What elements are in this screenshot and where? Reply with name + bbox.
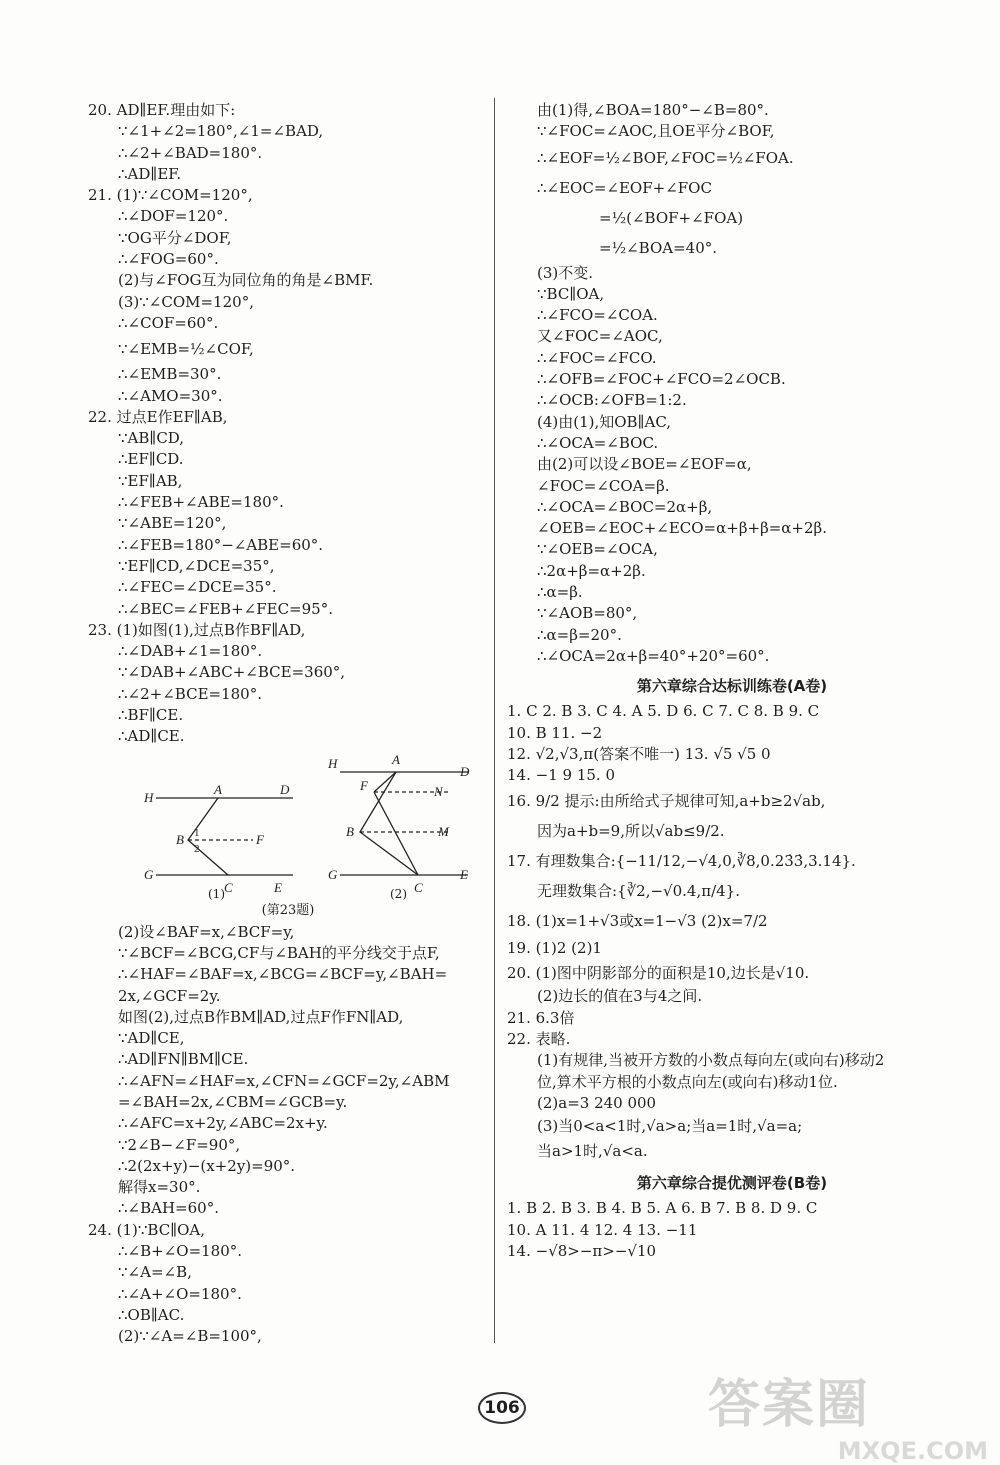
answer-line: ∴∠COF=60°.	[118, 313, 219, 332]
fig1-label-1: 1	[194, 826, 200, 839]
answer-line: ∴2(2x+y)−(x+2y)=90°.	[118, 1156, 296, 1175]
answer-line: 当a>1时,√a<a.	[537, 1142, 648, 1161]
answer-line: ∴α=β=20°.	[537, 625, 622, 644]
section-title-a: 第六章综合达标训练卷(A卷)	[636, 677, 828, 696]
answer-line: 1. C 2. B 3. C 4. A 5. D 6. C 7. C 8. B 9. C	[507, 702, 820, 721]
fig1-label-g: G	[144, 866, 154, 882]
answer-line: ∵∠ABE=120°,	[118, 514, 227, 533]
answer-line: (3)不变.	[537, 263, 594, 282]
figure-caption: (第23题)	[261, 902, 315, 918]
answer-line: ∴AD∥CE.	[118, 727, 185, 746]
answer-line: 位,算术平方根的小数点向左(或向右)移动1位.	[537, 1072, 838, 1091]
answer-line: 因为a+b=9,所以√ab≤9/2.	[537, 822, 725, 841]
answer-line: ∴∠FEC=∠DCE=35°.	[118, 578, 277, 597]
answer-line: 12. √2,√3,π(答案不唯一) 13. √5 √5 0	[507, 744, 771, 763]
answer-line: 10. B 11. −2	[507, 723, 603, 742]
figure-23-diagram	[128, 750, 488, 900]
answer-line: 23. (1)如图(1),过点B作BF∥AD,	[88, 620, 306, 639]
answer-line: ∴∠FCO=∠COA.	[537, 306, 658, 325]
answer-line: 21. 6.3倍	[507, 1008, 575, 1027]
answer-line: 如图(2),过点B作BM∥AD,过点F作FN∥AD,	[118, 1007, 404, 1026]
answer-line: ∴∠OCA=∠BOC.	[537, 433, 659, 452]
fig2-label-n: N	[434, 783, 443, 799]
answer-line: ∵∠A=∠B,	[118, 1263, 192, 1282]
fig1-label-d: D	[280, 781, 290, 797]
fig1-caption: (1)	[208, 886, 225, 900]
answer-line: ∴∠EOC=∠EOF+∠FOC	[537, 178, 712, 197]
answer-line: ∠FOC=∠COA=β.	[537, 476, 670, 495]
column-divider	[494, 98, 495, 1343]
answer-line: ∴∠BEC=∠FEB+∠FEC=95°.	[118, 599, 333, 618]
answer-line: ∴AD∥FN∥BM∥CE.	[118, 1050, 249, 1069]
answer-line: ∴∠DAB+∠1=180°.	[118, 642, 263, 661]
fig2-label-h: H	[328, 755, 338, 771]
answer-line: ∴∠2+∠BAD=180°.	[118, 143, 263, 162]
answer-line: ∴∠B+∠O=180°.	[118, 1242, 243, 1261]
answer-line: 又∠FOC=∠AOC,	[537, 327, 663, 346]
fig1-label-f: F	[256, 831, 264, 847]
answer-line: ∵2∠B−∠F=90°,	[118, 1135, 241, 1154]
answer-line: ∴∠EMB=30°.	[118, 365, 222, 384]
answer-line: 无理数集合:{∛2,−√0.4,π/4}.	[537, 882, 740, 901]
left-lines-2	[88, 922, 488, 1348]
answer-line: 19. (1)2 (2)1	[507, 939, 602, 958]
fig2-line-af	[374, 772, 396, 792]
answer-line: ∴∠FEB+∠ABE=180°.	[118, 493, 284, 512]
answer-line: ∵AD∥CE,	[118, 1029, 185, 1048]
page-number: 106	[478, 1392, 526, 1424]
answer-line: (2)∵∠A=∠B=100°,	[118, 1327, 262, 1346]
answer-line: (2)与∠FOG互为同位角的角是∠BMF.	[118, 271, 374, 290]
answer-line: 14. −1 9 15. 0	[507, 766, 615, 785]
fig1-label-c: C	[224, 879, 233, 895]
fig2-caption: (2)	[390, 886, 407, 900]
answer-line: ∴∠OCB:∠OFB=1:2.	[537, 391, 687, 410]
answer-line: (1)有规律,当被开方数的小数点每向左(或向右)移动2	[537, 1051, 885, 1070]
answer-line: 14. −√8>−π>−√10	[507, 1241, 657, 1260]
answer-line: ∴∠FEB=180°−∠ABE=60°.	[118, 535, 324, 554]
fig2-label-g: G	[328, 866, 338, 882]
answer-line: ∴∠EOF=½∠BOF,∠FOC=½∠FOA.	[537, 148, 794, 167]
answer-line: 17. 有理数集合:{−11/12,−√4,0,∛8,0.23̇3̇,3.14}.	[507, 852, 856, 871]
answer-line: 21. (1)∵∠COM=120°,	[88, 186, 253, 205]
watermark-url: MXQE.COM	[837, 1437, 988, 1465]
fig1-label-2: 2	[194, 842, 200, 855]
answer-line: (4)由(1),知OB∥AC,	[537, 412, 672, 431]
right-lines-a	[507, 701, 957, 1164]
answer-line: ∵BC∥OA,	[537, 284, 605, 303]
fig2-label-m: M	[438, 823, 449, 839]
answer-line: ∴BF∥CE.	[118, 706, 184, 725]
answer-line: 2x,∠GCF=2y.	[118, 986, 221, 1005]
answer-line: 22. 表略.	[507, 1030, 571, 1049]
answer-line: ∴AD∥EF.	[118, 164, 182, 183]
answer-line: ∴∠DOF=120°.	[118, 207, 229, 226]
answer-line: (3)当0<a<1时,√a>a;当a=1时,√a=a;	[537, 1117, 803, 1136]
left-lines	[88, 100, 488, 748]
answer-line: ∵OG平分∠DOF,	[118, 228, 232, 247]
right-lines-b	[507, 1198, 957, 1262]
answer-line: 20. AD∥EF.理由如下:	[88, 101, 236, 119]
answer-line: =∠BAH=2x,∠CBM=∠GCB=y.	[118, 1092, 348, 1111]
answer-line: ∴∠BAH=60°.	[118, 1199, 219, 1218]
answer-line: ∵∠FOC=∠AOC,且OE平分∠BOF,	[537, 122, 775, 141]
answer-line: (2)a=3 240 000	[537, 1093, 657, 1112]
fig2-label-c: C	[414, 879, 423, 895]
answer-line: ∠OEB=∠EOC+∠ECO=α+β+β=α+2β.	[537, 519, 827, 538]
answer-line: (2)边长的值在3与4之间.	[537, 987, 703, 1006]
fig2-label-a: A	[392, 751, 400, 767]
fig1-label-a: A	[214, 781, 222, 797]
answer-line: ∵∠AOB=80°,	[537, 604, 638, 623]
answer-line: 18. (1)x=1+√3或x=1−√3 (2)x=7/2	[507, 912, 768, 931]
answer-line: ∴OB∥AC.	[118, 1305, 185, 1324]
answer-line: 20. (1)图中阴影部分的面积是10,边长是√10.	[507, 964, 810, 983]
fig2-label-e: E	[460, 866, 468, 882]
answer-line: 由(2)可以设∠BOE=∠EOF=α,	[537, 455, 752, 474]
fig2-label-b: B	[346, 823, 354, 839]
answer-line: ∴∠A+∠O=180°.	[118, 1284, 242, 1303]
section-title-b: 第六章综合提优测评卷(B卷)	[636, 1174, 828, 1193]
answer-line: ∵EF∥CD,∠DCE=35°,	[118, 556, 275, 575]
answer-line: 解得x=30°.	[118, 1178, 201, 1197]
answer-line: ∴∠FOG=60°.	[118, 250, 219, 269]
answer-line: 22. 过点E作EF∥AB,	[88, 407, 228, 426]
fig2-line-fc	[374, 792, 418, 875]
watermark-logo: 答案圈	[708, 1375, 871, 1435]
answer-line: ∵AB∥CD,	[118, 429, 185, 448]
answer-line: ∴∠FOC=∠FCO.	[537, 348, 657, 367]
fig1-label-e: E	[274, 879, 282, 895]
answer-line: (2)设∠BAF=x,∠BCF=y,	[118, 922, 295, 941]
answer-line: ∴∠AFN=∠HAF=x,∠CFN=∠GCF=2y,∠ABM	[118, 1071, 450, 1090]
left-column	[88, 100, 488, 1348]
answer-line: =½(∠BOF+∠FOA)	[599, 208, 744, 227]
figure-23	[88, 750, 488, 900]
answer-line: ∴∠HAF=∠BAF=x,∠BCG=∠BCF=y,∠BAH=	[118, 965, 448, 984]
answer-line: ∵EF∥AB,	[118, 471, 183, 490]
answer-line: ∵∠OEB=∠OCA,	[537, 540, 658, 559]
fig2-label-d: D	[460, 763, 470, 779]
answer-line: ∵∠DAB+∠ABC+∠BCE=360°,	[118, 663, 346, 682]
answer-line: 10. A 11. 4 12. 4 13. −11	[507, 1220, 698, 1239]
answer-line: 24. (1)∵BC∥OA,	[88, 1220, 206, 1239]
answer-line: ∴∠OCA=2α+β=40°+20°=60°.	[537, 646, 770, 665]
answer-line: ∴2α+β=α+2β.	[537, 561, 646, 580]
answer-line: ∴∠OFB=∠FOC+∠FCO=2∠OCB.	[537, 370, 786, 389]
right-column	[507, 100, 957, 1262]
answer-line: ∴EF∥CD.	[118, 450, 184, 469]
answer-line: ∴∠2+∠BCE=180°.	[118, 684, 262, 703]
answer-line: ∵∠BCF=∠BCG,CF与∠BAH的平分线交于点F,	[118, 943, 440, 962]
fig1-label-b: B	[176, 831, 184, 847]
answer-line: ∵∠EMB=½∠COF,	[118, 340, 254, 359]
answer-line: (3)∵∠COM=120°,	[118, 292, 254, 311]
answer-line: ∵∠1+∠2=180°,∠1=∠BAD,	[118, 122, 324, 141]
answer-line: ∴α=β.	[537, 583, 583, 602]
answer-line: 由(1)得,∠BOA=180°−∠B=80°.	[537, 101, 769, 119]
watermark	[708, 1362, 988, 1465]
answer-line: 16. 9/2 提示:由所给式子规律可知,a+b≥2√ab,	[507, 792, 826, 811]
fig1-label-h: H	[144, 789, 154, 805]
answer-line: ∴∠OCA=∠BOC=2α+β,	[537, 497, 713, 516]
fig2-label-f: F	[360, 777, 368, 793]
answer-line: ∴∠AMO=30°.	[118, 386, 223, 405]
right-lines	[507, 100, 957, 667]
answer-line: 1. B 2. B 3. B 4. B 5. A 6. B 7. B 8. D 9. C	[507, 1199, 818, 1218]
answer-line: ∴∠AFC=x+2y,∠ABC=2x+y.	[118, 1114, 328, 1133]
answer-line: =½∠BOA=40°.	[599, 238, 718, 257]
